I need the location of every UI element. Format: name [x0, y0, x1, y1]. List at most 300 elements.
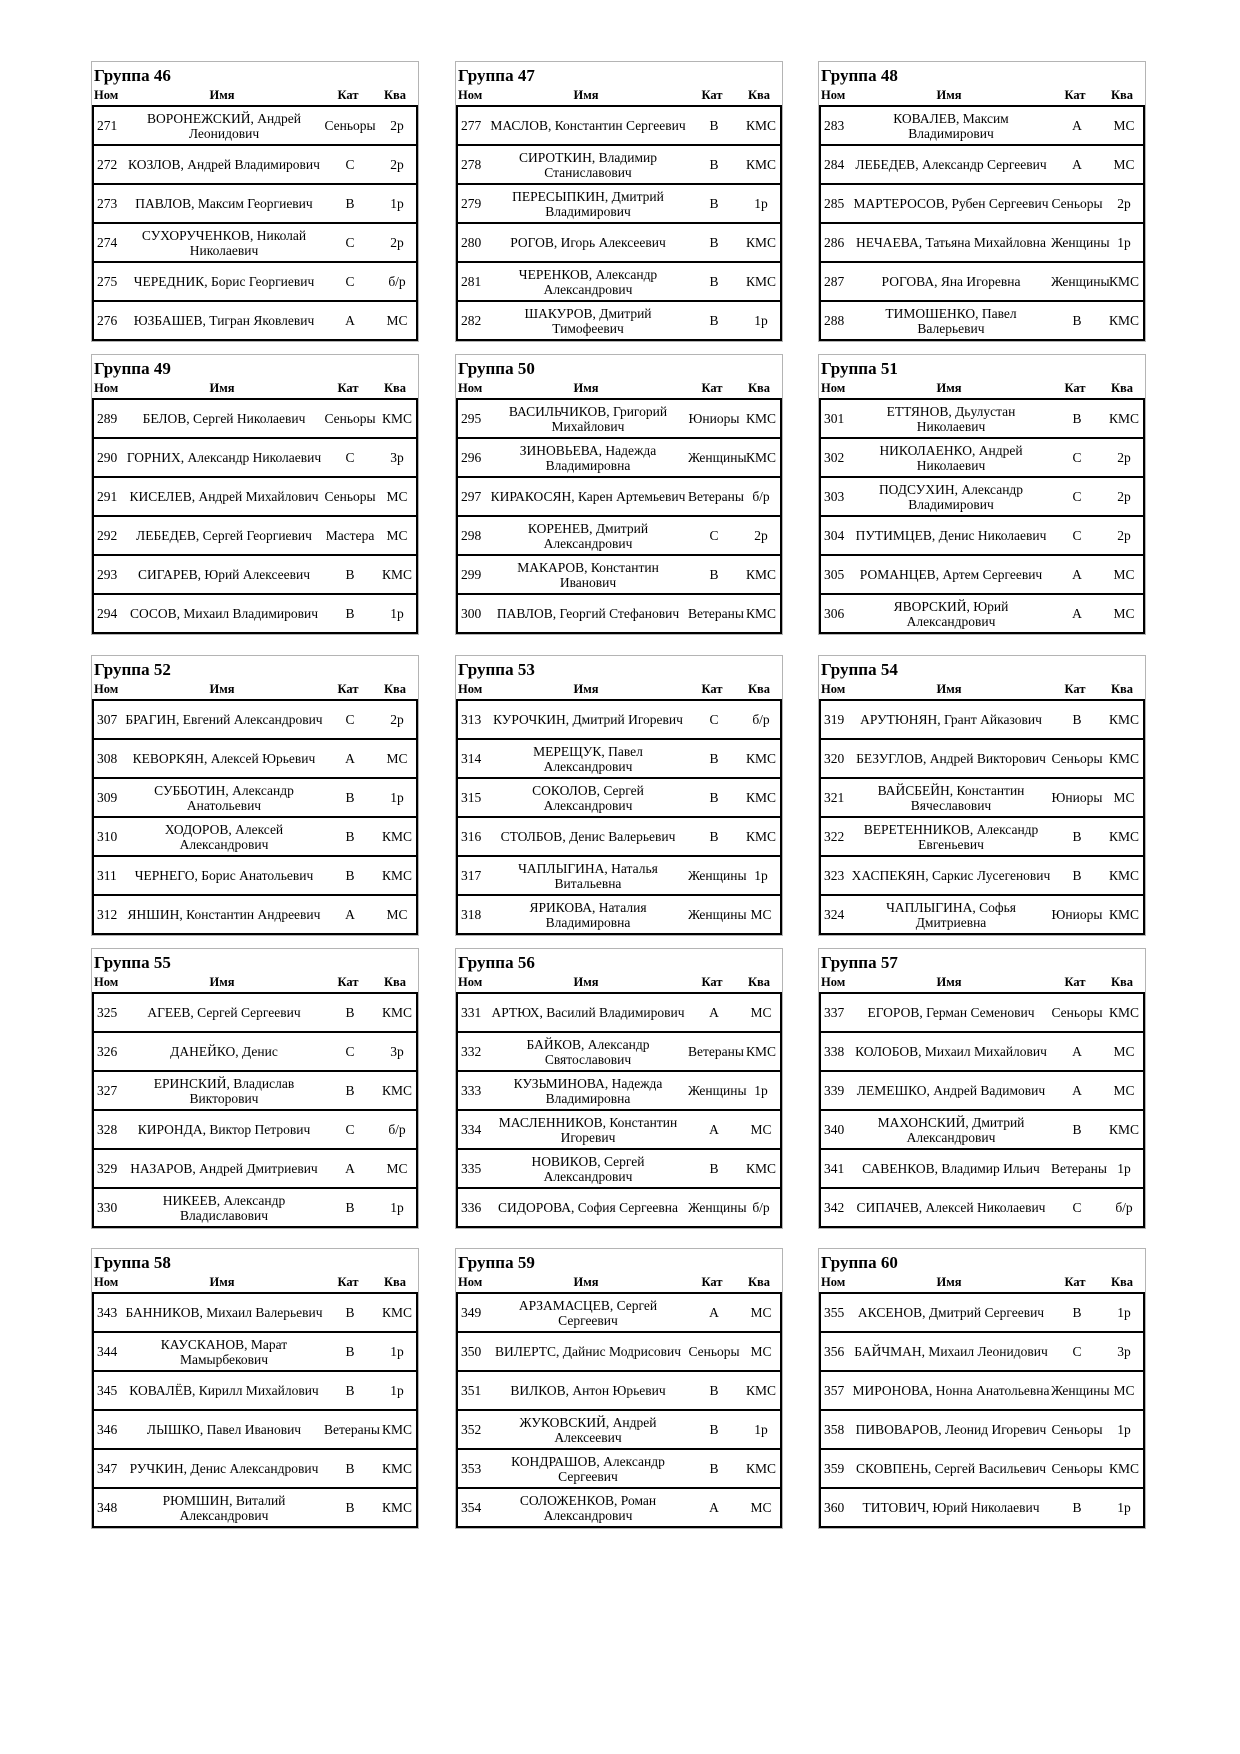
participant-category: Юниоры [1051, 907, 1103, 922]
participant-name: РЮМШИН, Виталий Александрович [162, 1492, 286, 1523]
participant-name: ГОРНИХ, Александр Николаевич [126, 450, 322, 465]
table-row [458, 224, 780, 263]
participant-name: КАУСКАНОВ, Марат Мамырбекович [160, 1336, 288, 1367]
table-body [456, 107, 782, 341]
table-row [821, 1033, 1143, 1072]
participant-number: 331 [461, 1005, 482, 1020]
header-name: Имя [573, 975, 599, 989]
participant-qualification: МС [750, 1500, 772, 1515]
participant-category: B [709, 313, 719, 328]
participant-category: B [709, 1383, 719, 1398]
participant-number: 348 [97, 1500, 118, 1515]
participant-qualification: КМС [745, 118, 776, 133]
participant-number: 291 [97, 489, 118, 504]
participant-qualification: МС [1113, 606, 1135, 621]
table-row [94, 185, 416, 224]
table-row [94, 1033, 416, 1072]
participant-category: Женщины [688, 1200, 747, 1215]
participant-category: Женщины [688, 1083, 747, 1098]
participant-qualification: КМС [745, 606, 776, 621]
participant-number: 289 [97, 411, 118, 426]
participant-category: A [1072, 1044, 1082, 1059]
table-row [821, 994, 1143, 1033]
participant-category: C [345, 235, 355, 250]
header-kva: Ква [747, 381, 771, 395]
table-header [819, 1273, 1145, 1294]
table-row [94, 400, 416, 439]
table-row [94, 517, 416, 556]
table-row [458, 478, 780, 517]
participant-qualification: КМС [1108, 712, 1139, 727]
participant-number: 351 [461, 1383, 482, 1398]
participant-qualification: б/р [388, 1122, 406, 1137]
group-title: Группа 50 [458, 359, 535, 378]
header-name: Имя [209, 1275, 235, 1289]
participant-qualification: КМС [1108, 868, 1139, 883]
participant-qualification: 2р [1117, 528, 1131, 543]
table-body [92, 994, 418, 1228]
participant-qualification: КМС [745, 1044, 776, 1059]
participant-name: ШАКУРОВ, Дмитрий Тимофеевич [524, 305, 652, 336]
participant-name: ЯВОРСКИЙ, Юрий Александрович [893, 598, 1009, 629]
participant-qualification: 2р [1117, 489, 1131, 504]
participant-number: 354 [461, 1500, 482, 1515]
participant-number: 316 [461, 829, 482, 844]
header-cat: Кат [337, 1275, 359, 1289]
header-name: Имя [209, 975, 235, 989]
participant-qualification: МС [1113, 1383, 1135, 1398]
participant-number: 272 [97, 157, 118, 172]
participant-qualification: МС [1113, 157, 1135, 172]
table-row [458, 1333, 780, 1372]
participant-qualification: КМС [1108, 907, 1139, 922]
table-header [819, 379, 1145, 400]
participant-number: 333 [461, 1083, 482, 1098]
table-row [458, 1111, 780, 1150]
participant-number: 339 [824, 1083, 845, 1098]
participant-qualification: МС [386, 751, 408, 766]
header-kva: Ква [383, 975, 407, 989]
participant-name: КОВАЛЕВ, Максим Владимирович [893, 110, 1009, 141]
header-cat: Кат [1064, 381, 1086, 395]
table-body [819, 107, 1145, 341]
participant-number: 302 [824, 450, 845, 465]
participant-name: ЕРИНСКИЙ, Владислав Викторович [153, 1075, 295, 1106]
participant-qualification: 1р [754, 1083, 768, 1098]
participant-qualification: КМС [745, 1161, 776, 1176]
header-name: Имя [936, 88, 962, 102]
participant-name: СИРОТКИН, Владимир Станиславович [518, 149, 658, 180]
participant-name: КОРЕНЕВ, Дмитрий Александрович [527, 520, 649, 551]
participant-category: B [345, 868, 355, 883]
table-row [821, 595, 1143, 634]
participant-qualification: 1р [754, 313, 768, 328]
group-title: Группа 58 [94, 1253, 171, 1272]
header-cat: Кат [701, 682, 723, 696]
participant-name: СТОЛБОВ, Денис Валерьевич [500, 829, 676, 844]
participant-category: B [1072, 868, 1082, 883]
participant-category: B [345, 1500, 355, 1515]
participant-qualification: 2р [390, 235, 404, 250]
participant-category: C [345, 450, 355, 465]
header-kva: Ква [1110, 682, 1134, 696]
participant-number: 276 [97, 313, 118, 328]
participant-category: B [709, 567, 719, 582]
header-num: Ном [821, 682, 846, 696]
group-table [818, 61, 1146, 342]
participant-name: АГЕЕВ, Сергей Сергеевич [147, 1005, 301, 1020]
participant-category: Сеньоры [324, 411, 376, 426]
header-name: Имя [209, 88, 235, 102]
group-title: Группа 53 [458, 660, 535, 679]
table-row [94, 896, 416, 935]
header-kva: Ква [383, 682, 407, 696]
table-row [458, 1489, 780, 1528]
participant-number: 343 [97, 1305, 118, 1320]
participant-name: ВОРОНЕЖСКИЙ, Андрей Леонидович [147, 110, 301, 141]
table-row [458, 1450, 780, 1489]
header-kva: Ква [1110, 88, 1134, 102]
header-cat: Кат [337, 381, 359, 395]
table-body [456, 701, 782, 935]
participant-number: 281 [461, 274, 482, 289]
participant-name: СУББОТИН, Александр Анатольевич [154, 782, 294, 813]
participant-qualification: 2р [1117, 196, 1131, 211]
header-kva: Ква [383, 1275, 407, 1289]
participant-qualification: МС [386, 313, 408, 328]
participant-number: 283 [824, 118, 845, 133]
header-kva: Ква [1110, 381, 1134, 395]
header-num: Ном [458, 381, 483, 395]
participant-number: 275 [97, 274, 118, 289]
header-name: Имя [936, 682, 962, 696]
participant-name: РОГОВА, Яна Игоревна [881, 274, 1021, 289]
participant-name: СОКОЛОВ, Сергей Александрович [532, 782, 644, 813]
participant-number: 353 [461, 1461, 482, 1476]
participant-name: ПУТИМЦЕВ, Денис Николаевич [855, 528, 1047, 543]
participant-number: 307 [97, 712, 118, 727]
participant-name: ЧАПЛЫГИНА, Наталья Витальевна [518, 860, 658, 891]
participant-qualification: КМС [381, 1305, 412, 1320]
participant-name: ПЕРЕСЫПКИН, Дмитрий Владимирович [512, 188, 664, 219]
participant-name: ВАЙСБЕЙН, Константин Вячеславович [877, 782, 1025, 813]
table-header [819, 680, 1145, 701]
participant-number: 338 [824, 1044, 845, 1059]
participant-category: Юниоры [688, 411, 740, 426]
participant-number: 297 [461, 489, 482, 504]
table-row [821, 1372, 1143, 1411]
participant-name: КЕВОРКЯН, Алексей Юрьевич [132, 751, 316, 766]
participant-name: СКОВПЕНЬ, Сергей Васильевич [855, 1461, 1047, 1476]
participant-name: БРАГИН, Евгений Александрович [125, 712, 323, 727]
participant-name: ВИЛЕРТС, Дайнис Модрисович [494, 1344, 682, 1359]
participant-qualification: 3р [390, 1044, 404, 1059]
participant-name: РОГОВ, Игорь Алексеевич [510, 235, 666, 250]
participant-category: Женщины [688, 450, 747, 465]
participant-qualification: МС [1113, 1083, 1135, 1098]
group-table [455, 354, 783, 635]
participant-category: Сеньоры [1051, 1422, 1103, 1437]
participant-number: 288 [824, 313, 845, 328]
participant-number: 314 [461, 751, 482, 766]
participant-number: 332 [461, 1044, 482, 1059]
participant-name: НИКОЛАЕНКО, Андрей Николаевич [879, 442, 1023, 473]
participant-number: 356 [824, 1344, 845, 1359]
participant-name: НЕЧАЕВА, Татьяна Михайловна [856, 235, 1046, 250]
participant-name: ЧАПЛЫГИНА, Софья Дмитриевна [886, 899, 1016, 930]
group-title: Группа 48 [821, 66, 898, 85]
participant-qualification: 2р [390, 157, 404, 172]
participant-name: НИКЕЕВ, Александр Владиславович [162, 1192, 286, 1223]
participant-name: ВЕРЕТЕННИКОВ, Александр Евгеньевич [863, 821, 1039, 852]
participant-number: 295 [461, 411, 482, 426]
header-num: Ном [458, 975, 483, 989]
participant-category: C [1072, 450, 1082, 465]
participant-qualification: КМС [381, 868, 412, 883]
group-table [91, 1248, 419, 1529]
participant-qualification: КМС [745, 751, 776, 766]
participant-category: A [709, 1122, 719, 1137]
participant-category: B [1072, 1305, 1082, 1320]
participant-category: Женщины [1051, 274, 1110, 289]
table-row [821, 1450, 1143, 1489]
participant-category: B [345, 1383, 355, 1398]
table-row [94, 994, 416, 1033]
header-name: Имя [573, 88, 599, 102]
participant-qualification: КМС [381, 1461, 412, 1476]
table-row [458, 779, 780, 818]
participant-qualification: 1р [390, 606, 404, 621]
table-body [819, 994, 1145, 1228]
table-row [458, 1189, 780, 1228]
group-table [455, 655, 783, 936]
table-row [821, 185, 1143, 224]
group-table [91, 948, 419, 1229]
table-row [94, 1450, 416, 1489]
participant-category: B [345, 606, 355, 621]
participant-qualification: КМС [381, 1422, 412, 1437]
participant-number: 327 [97, 1083, 118, 1098]
participant-category: B [345, 1461, 355, 1476]
participant-number: 352 [461, 1422, 482, 1437]
participant-name: МАСЛЕННИКОВ, Константин Игоревич [498, 1114, 678, 1145]
participant-name: КОЛОБОВ, Михаил Михайлович [855, 1044, 1047, 1059]
participant-name: АКСЕНОВ, Дмитрий Сергеевич [857, 1305, 1045, 1320]
participant-number: 359 [824, 1461, 845, 1476]
participant-category: B [345, 196, 355, 211]
participant-number: 334 [461, 1122, 482, 1137]
participant-category: Юниоры [1051, 790, 1103, 805]
participant-name: МАХОНСКИЙ, Дмитрий Александрович [877, 1114, 1025, 1145]
participant-category: Мастера [325, 528, 375, 543]
participant-number: 324 [824, 907, 845, 922]
participant-number: 320 [824, 751, 845, 766]
participant-name: ЮЗБАШЕВ, Тигран Яковлевич [133, 313, 315, 328]
participant-category: B [709, 157, 719, 172]
participant-name: БЕЗУГЛОВ, Андрей Викторович [856, 751, 1046, 766]
header-num: Ном [458, 88, 483, 102]
group-table [91, 354, 419, 635]
participant-name: ХАСПЕКЯН, Саркис Лусегенович [851, 868, 1051, 883]
participant-name: ПИВОВАРОВ, Леонид Игоревич [855, 1422, 1047, 1437]
participant-category: C [345, 1122, 355, 1137]
group-title: Группа 56 [458, 953, 535, 972]
participant-qualification: КМС [745, 450, 776, 465]
participant-category: B [345, 790, 355, 805]
table-row [458, 302, 780, 341]
group-title: Группа 57 [821, 953, 898, 972]
participant-name: СУХОРУЧЕНКОВ, Николай Николаевич [141, 227, 307, 258]
participant-category: B [345, 1083, 355, 1098]
participant-qualification: 1р [1117, 1161, 1131, 1176]
header-name: Имя [209, 682, 235, 696]
table-header [92, 379, 418, 400]
participant-number: 294 [97, 606, 118, 621]
table-row [821, 107, 1143, 146]
participant-category: Женщины [688, 907, 747, 922]
table-row [94, 818, 416, 857]
group-table [818, 354, 1146, 635]
table-header [456, 86, 782, 107]
participant-number: 280 [461, 235, 482, 250]
table-row [94, 1294, 416, 1333]
header-kva: Ква [747, 1275, 771, 1289]
participant-category: A [345, 907, 355, 922]
participant-name: ЛЕМЕШКО, Андрей Вадимович [856, 1083, 1046, 1098]
header-name: Имя [209, 381, 235, 395]
group-title: Группа 47 [458, 66, 535, 85]
header-name: Имя [936, 1275, 962, 1289]
header-name: Имя [573, 682, 599, 696]
table-row [458, 595, 780, 634]
header-cat: Кат [337, 88, 359, 102]
table-row [821, 517, 1143, 556]
participant-category: Ветераны [688, 489, 744, 504]
participant-category: C [1072, 1200, 1082, 1215]
table-body [92, 1294, 418, 1528]
participant-category: B [709, 1461, 719, 1476]
participant-qualification: б/р [752, 489, 770, 504]
header-num: Ном [821, 381, 846, 395]
participant-number: 286 [824, 235, 845, 250]
participant-number: 282 [461, 313, 482, 328]
participant-number: 330 [97, 1200, 118, 1215]
participant-qualification: б/р [752, 1200, 770, 1215]
participant-qualification: МС [750, 1305, 772, 1320]
participant-qualification: КМС [381, 567, 412, 582]
participant-number: 287 [824, 274, 845, 289]
participant-qualification: МС [750, 1344, 772, 1359]
header-num: Ном [458, 682, 483, 696]
participant-name: АРЗАМАСЦЕВ, Сергей Сергеевич [518, 1297, 658, 1328]
participant-qualification: КМС [745, 829, 776, 844]
participant-name: ПОДСУХИН, Александр Владимирович [878, 481, 1024, 512]
participant-name: ТИТОВИЧ, Юрий Николаевич [862, 1500, 1040, 1515]
participant-name: ЧЕРНЕГО, Борис Анатольевич [134, 868, 314, 883]
table-row [94, 1489, 416, 1528]
participant-qualification: 2р [390, 712, 404, 727]
group-table [818, 655, 1146, 936]
table-row [94, 224, 416, 263]
table-row [458, 818, 780, 857]
table-body [92, 701, 418, 935]
participant-qualification: МС [1113, 118, 1135, 133]
participant-qualification: КМС [1108, 274, 1139, 289]
participant-category: A [709, 1305, 719, 1320]
participant-name: МАРТЕРОСОВ, Рубен Сергеевич [853, 196, 1049, 211]
table-row [458, 740, 780, 779]
header-cat: Кат [337, 975, 359, 989]
participant-name: КУРОЧКИН, Дмитрий Игоревич [493, 712, 683, 727]
participant-number: 358 [824, 1422, 845, 1437]
participant-category: Ветераны [688, 1044, 744, 1059]
table-row [458, 439, 780, 478]
header-name: Имя [573, 1275, 599, 1289]
participant-name: ЧЕРЕНКОВ, Александр Александрович [518, 266, 658, 297]
group-title: Группа 54 [821, 660, 898, 679]
participant-qualification: КМС [381, 1083, 412, 1098]
table-row [94, 263, 416, 302]
participant-number: 290 [97, 450, 118, 465]
participant-category: B [709, 118, 719, 133]
participant-category: B [345, 1344, 355, 1359]
participant-qualification: КМС [745, 567, 776, 582]
participant-category: A [1072, 1083, 1082, 1098]
participant-number: 319 [824, 712, 845, 727]
participant-number: 292 [97, 528, 118, 543]
participant-name: СИПАЧЕВ, Алексей Николаевич [856, 1200, 1046, 1215]
table-row [458, 1033, 780, 1072]
participant-category: Сеньоры [688, 1344, 740, 1359]
participant-qualification: КМС [1108, 1122, 1139, 1137]
participant-name: БЕЛОВ, Сергей Николаевич [142, 411, 306, 426]
participant-qualification: МС [386, 528, 408, 543]
participant-name: МАКАРОВ, Константин Иванович [517, 559, 659, 590]
participant-number: 342 [824, 1200, 845, 1215]
group-table [91, 655, 419, 936]
table-row [821, 263, 1143, 302]
table-header [92, 1273, 418, 1294]
participant-qualification: 1р [390, 1383, 404, 1398]
participant-number: 321 [824, 790, 845, 805]
table-row [458, 994, 780, 1033]
participant-name: ЛЫШКО, Павел Иванович [146, 1422, 302, 1437]
participant-number: 336 [461, 1200, 482, 1215]
table-row [458, 517, 780, 556]
participant-qualification: КМС [745, 274, 776, 289]
participant-qualification: КМС [745, 235, 776, 250]
participant-qualification: 1р [1117, 1305, 1131, 1320]
participant-category: A [345, 1161, 355, 1176]
participant-name: ЗИНОВЬЕВА, Надежда Владимировна [519, 442, 657, 473]
participant-category: B [709, 1422, 719, 1437]
table-row [821, 1333, 1143, 1372]
table-row [458, 896, 780, 935]
participant-category: B [709, 751, 719, 766]
participant-category: Сеньоры [324, 118, 376, 133]
table-row [458, 146, 780, 185]
participant-qualification: 1р [390, 1344, 404, 1359]
table-row [458, 185, 780, 224]
header-num: Ном [458, 1275, 483, 1289]
table-header [819, 86, 1145, 107]
table-row [821, 818, 1143, 857]
header-kva: Ква [747, 975, 771, 989]
table-row [94, 1150, 416, 1189]
table-row [94, 1333, 416, 1372]
participant-number: 345 [97, 1383, 118, 1398]
group-title: Группа 55 [94, 953, 171, 972]
